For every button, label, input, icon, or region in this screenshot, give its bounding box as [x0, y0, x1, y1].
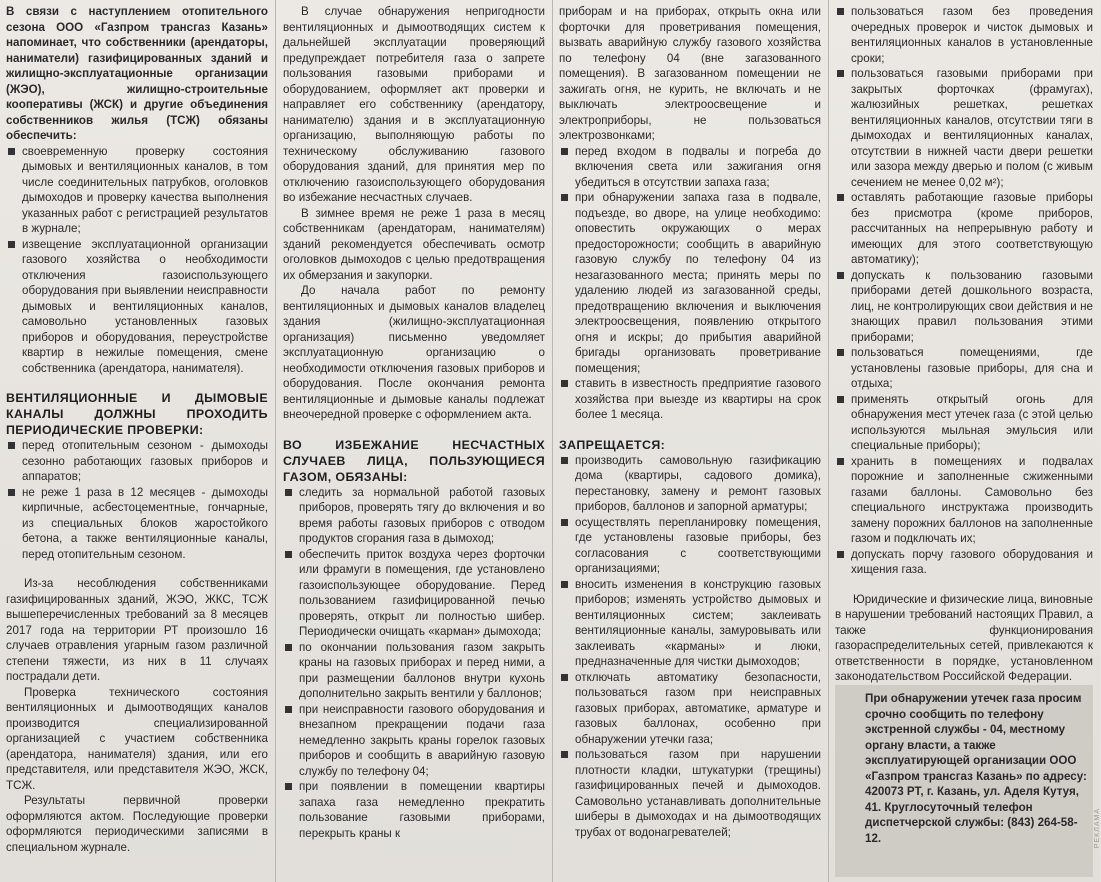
obligations-list — [6, 144, 268, 377]
section-heading: ВО ИЗБЕЖАНИЕ НЕСЧАСТНЫХ СЛУЧАЕВ ЛИЦА, ПОЛЬЗУЮЩИЕСЯ ГАЗОМ, ОБЯЗАНЫ: — [283, 437, 545, 484]
paragraph: Проверка технического состояния вентиляционных и дымоотводящих каналов производится специализированной организацией с участием собственника (арендатора, нанимателя) здания, или его представителя, или представителя ЖЭО, ЖСК, ТСЖ. — [6, 685, 268, 792]
paragraph: приборам и на приборах, открыть окна или форточки для проветривания помещения, вызвать аварийную службу газового хозяйства по телефону 04 (вне загазованного помещения). В загазованном помещении не зажигать огня, не курить, не включать и не выключать электроосвещение и электроприборы, не пользоваться электрозвонками; — [559, 5, 821, 142]
advertisement-mark: РЕКЛАМА — [1094, 808, 1101, 849]
paragraph: Из-за несоблюдения собственниками газифицированных зданий, ЖЭО, ЖКС, ТСЖ вышеперечисленных требований за 8 месяцев 2017 года на территории РТ произошло 16 случаев отравления угарным газом различной степени тяжести, из них в 11 случаях пострадали дети. — [6, 577, 268, 683]
column-1 — [6, 4, 268, 880]
intro-paragraph: В связи с наступлением отопительного сезона ООО «Газпром трансгаз Казань» напоминает, что собственники (арендаторы, наниматели) газифицированных зданий и жилищно-эксплуатационные организации (ЖЭО), жилищно-строительные кооперативы (ЖСК) и другие объединения собственников жилья (ТСЖ) обязаны обеспечить: — [6, 5, 268, 142]
list-item: при появлении в помещении квартиры запаха газа немедленно прекратить пользование газовыми приборами, перекрыть краны к — [283, 779, 545, 841]
list-item: при неисправности газового оборудования и внезапном прекращении подачи газа немедленно закрыть краны горелок газовых приборов и сообщить в аварийную газовую службу по телефону 04; — [283, 702, 545, 780]
section-heading: ВЕНТИЛЯЦИОННЫЕ И ДЫМОВЫЕ КАНАЛЫ ДОЛЖНЫ ПРОХОДИТЬ ПЕРИОДИЧЕСКИЕ ПРОВЕРКИ: — [6, 391, 268, 437]
list-item: пользоваться газом без проведения очередных проверок и чисток дымовых и вентиляционных каналов в установленные сроки; — [835, 4, 1093, 66]
column-divider — [552, 0, 553, 882]
emergency-notice-box — [835, 685, 1093, 877]
paragraph: До начала работ по ремонту вентиляционных и дымовых каналов владелец здания (жилищно-эксплуатационная организация) письменно уведомляет эксплуатационную организацию о необходимости отключения газовых приборов и оборудования. После окончания ремонта вентиляционные и дымовые каналы подлежат внеочередной проверке с оформлением акта. — [283, 284, 545, 421]
column-divider — [828, 0, 829, 882]
list-item: пользоваться газовыми приборами при закрытых форточках (фрамугах), жалюзийных решетках, решетках вентиляционных каналов, отсутствии тяги в дымоходах и вентиляционных каналах, отсутствии в нижней части двери решетки или зазора между дверью и полом (с живым сечением не менее 0,02 м²); — [835, 66, 1093, 190]
duties-list — [283, 485, 545, 842]
paragraph: В зимнее время не реже 1 раза в месяц собственникам (арендаторам, нанимателям) зданий рекомендуется обеспечивать осмотр оголовков дымоходов с целью предотвращения их обмерзания и закупорки. — [283, 206, 545, 282]
list-item: не реже 1 раза в 12 месяцев - дымоходы кирпичные, асбестоцементные, гончарные, из специальных блоков жаростойкого бетона, а также вентиляционные каналы, перед отопительным сезоном. — [6, 485, 268, 563]
forbidden-list — [559, 453, 821, 841]
liability-paragraph: Юридические и физические лица, виновные в нарушении требований настоящих Правил, а также функционирования газораспределительных сетей, привлекаются к ответственности в порядке, установленном законодательством Российской Федерации. — [835, 592, 1093, 683]
column-divider — [275, 0, 276, 882]
list-item: производить самовольную газификацию дома (квартиры, садового домика), перестановку, замену и ремонт газовых приборов, баллонов и запорной арматуры; — [559, 453, 821, 515]
list-item: допускать к пользованию газовыми приборами детей дошкольного возраста, лиц, не контролирующих свои действия и не знающих правил пользования этими приборами; — [835, 268, 1093, 346]
duties-list-continued — [559, 144, 821, 423]
list-item: ставить в известность предприятие газового хозяйства при выезде из квартиры на срок более 1 месяца. — [559, 376, 821, 423]
paragraph: В случае обнаружения непригодности вентиляционных и дымоотводящих систем к дальнейшей эксплуатации проверяющий предупреждает потребителя газа о запрете пользования газовыми приборами и оборудованием, оформляет акт проверки и направляет его собственнику (арендатору, нанимателю) здания и в эксплуатационную организацию, выполняющую работы по техническому обслуживанию газового оборудования зданий, для принятия мер по отключению газоиспользующего оборудования во избежание несчастных случаев. — [283, 5, 545, 204]
list-item: вносить изменения в конструкцию газовых приборов; изменять устройство дымовых и вентиляционных систем; заклеивать вентиляционные каналы, замуровывать или заклеивать «карманы» и люки, предназначенные для чистки дымоходов; — [559, 577, 821, 670]
column-2 — [283, 4, 545, 880]
list-item: по окончании пользования газом закрыть краны на газовых приборах и перед ними, а при размещении баллонов внутри кухонь дополнительно закрыть вентили у баллонов; — [283, 640, 545, 702]
list-item: оставлять работающие газовые приборы без присмотра (кроме приборов, рассчитанных на непрерывную работу и имеющих для этого соответствующую автоматику); — [835, 190, 1093, 268]
list-item: своевременную проверку состояния дымовых и вентиляционных каналов, в том числе соединительных патрубков, оголовков дымоходов и проверку качества выполнения указанных работ с регистрацией результатов в журнале; — [6, 144, 268, 237]
section-heading: ЗАПРЕЩАЕТСЯ: — [559, 437, 666, 452]
list-item: пользоваться газом при нарушении плотности кладки, штукатурки (трещины) газифицированных печей и дымоходов. Самовольно устанавливать дополнительные шиберы в дымоходах и на дымоотводящих трубах от водонагревателей; — [559, 747, 821, 840]
list-item: отключать автоматику безопасности, пользоваться газом при неисправных газовых приборах, автоматике, арматуре и газовых баллонах, особенно при обнаружении утечки газа; — [559, 670, 821, 748]
emergency-notice-text: При обнаружении утечек газа просим срочно сообщить по телефону экстренной службы - 04, местному органу власти, а также эксплуатирующей организации ООО «Газпром трансгаз Казань» по адресу: 420073 РТ, г. Казань, ул. Аделя Кутуя, 41. Круглосуточный телефон диспетчерской службы: (843) 264-58-12. — [865, 692, 1087, 845]
list-item: применять открытый огонь для обнаружения мест утечек газа (с этой целью используются мыльная эмульсия или специальные приборы); — [835, 392, 1093, 454]
paragraph: Результаты первичной проверки оформляются актом. Последующие проверки оформляются периодическими записями в специальном журнале. — [6, 794, 268, 854]
list-item: извещение эксплуатационной организации газового хозяйства о необходимости отключения газоиспользующего оборудования при выявлении неисправности дымовых и вентиляционных каналов, самовольно установленных газовых приборов и оборудования, переустройстве квартир в нежилые помещения, смене собственника (арендатора, нанимателя). — [6, 237, 268, 377]
list-item: осуществлять перепланировку помещения, где установлены газовые приборы, без согласования с соответствующими организациями; — [559, 515, 821, 577]
list-item: при обнаружении запаха газа в подвале, подъезде, во дворе, на улице необходимо: оповестить окружающих о мерах предосторожности; сообщить в аварийную газовую службу по телефону 04 из незагазованного места; принять меры по удалению людей из загазованной среды, предотвращению включения и выключения электроосвещения, появлению открытого огня и искры; до прибытия аварийной бригады организовать проветривание помещения; — [559, 190, 821, 376]
forbidden-list-continued — [835, 4, 1093, 578]
list-item: перед входом в подвалы и погреба до включения света или зажигания огня убедиться в отсутствии запаха газа; — [559, 144, 821, 191]
list-item: допускать порчу газового оборудования и хищения газа. — [835, 547, 1093, 578]
column-3 — [559, 4, 821, 880]
list-item: пользоваться помещениями, где установлены газовые приборы, для сна и отдыха; — [835, 345, 1093, 392]
list-item: обеспечить приток воздуха через форточки или фрамуги в помещения, где установлено газоиспользующее оборудование. Перед пользованием газифицированной печью проверять, открыт ли полностью шибер. Периодически очищать «карман» дымохода; — [283, 547, 545, 640]
list-item: перед отопительным сезоном - дымоходы сезонно работающих газовых приборов и аппаратов; — [6, 438, 268, 485]
checks-list — [6, 438, 268, 562]
list-item: хранить в помещениях и подвалах порожние и заполненные сжиженными газами баллоны. Самовольно без специального инструктажа производить замену порожних баллонов на заполненные газом и подключать их; — [835, 454, 1093, 547]
list-item: следить за нормальной работой газовых приборов, проверять тягу до включения и во время работы газовых приборов с отводом продуктов сгорания газа в дымоход; — [283, 485, 545, 547]
